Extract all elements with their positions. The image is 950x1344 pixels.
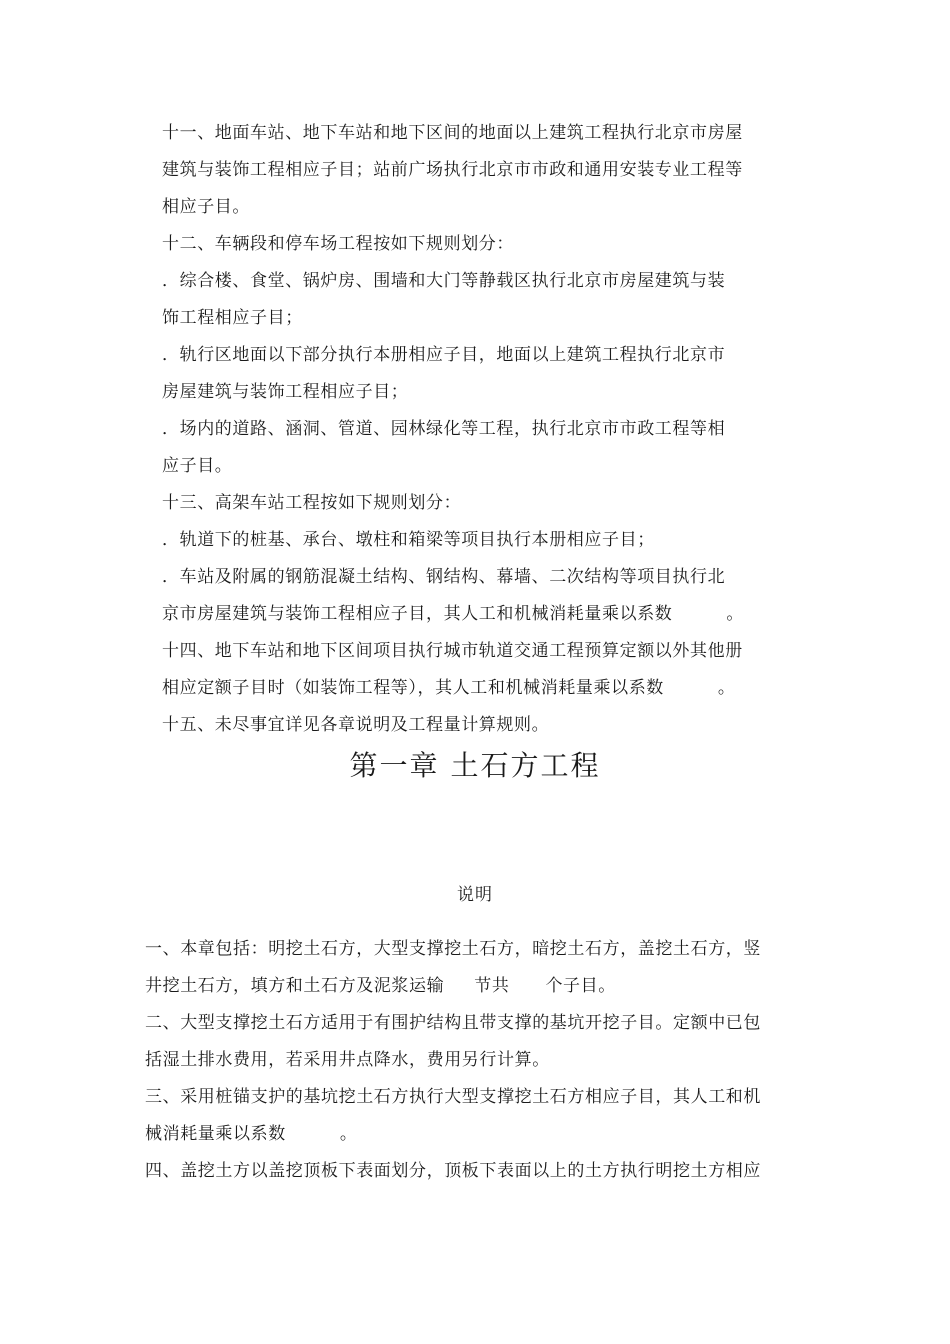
paragraph-line: 建筑与装饰工程相应子目；站前广场执行北京市市政和通用安装专业工程等 [162,160,743,180]
paragraph-line: 一、本章包括：明挖土石方，大型支撑挖土石方，暗挖土石方，盖挖土石方，竖 [145,939,761,959]
section-heading: 说明 [457,885,493,905]
paragraph-line: 械消耗量乘以系数 。 [145,1124,358,1144]
paragraph-line: ．场内的道路、涵洞、管道、园林绿化等工程，执行北京市市政工程等相 [162,419,726,439]
paragraph-line: ．轨行区地面以下部分执行本册相应子目，地面以上建筑工程执行北京市 [162,345,726,365]
paragraph-line: 饰工程相应子目； [162,308,303,328]
paragraph-line: 应子目。 [162,456,233,476]
paragraph-line: 相应子目。 [162,197,250,217]
paragraph-line: 房屋建筑与装饰工程相应子目； [162,382,409,402]
paragraph-line: 井挖土石方，填方和土石方及泥浆运输 节共 个子目。 [145,976,616,996]
paragraph-line: 十五、未尽事宜详见各章说明及工程量计算规则。 [162,715,550,735]
paragraph-line: 三、采用桩锚支护的基坑挖土石方执行大型支撑挖土石方相应子目，其人工和机 [145,1087,761,1107]
paragraph-line: ．轨道下的桩基、承台、墩柱和箱梁等项目执行本册相应子目； [162,530,655,550]
paragraph-line: 十二、车辆段和停车场工程按如下规则划分： [162,234,514,254]
paragraph-line: 括湿土排水费用，若采用井点降水，费用另行计算。 [145,1050,550,1070]
paragraph-line: 京市房屋建筑与装饰工程相应子目，其人工和机械消耗量乘以系数 。 [162,604,745,624]
paragraph-line: 十一、地面车站、地下车站和地下区间的地面以上建筑工程执行北京市房屋 [162,123,743,143]
paragraph-line: 相应定额子目时（如装饰工程等），其人工和机械消耗量乘以系数 。 [162,678,736,698]
paragraph-line: ．综合楼、食堂、锅炉房、围墙和大门等静载区执行北京市房屋建筑与装 [162,271,726,291]
paragraph-line: 四、盖挖土方以盖挖顶板下表面划分，顶板下表面以上的土方执行明挖土方相应 [145,1161,761,1181]
chapter-title: 第一章 土石方工程 [349,749,601,782]
paragraph-line: 十三、高架车站工程按如下规则划分： [162,493,462,513]
paragraph-line: 二、大型支撑挖土石方适用于有围护结构且带支撑的基坑开挖子目。定额中已包 [145,1013,761,1033]
paragraph-line: 十四、地下车站和地下区间项目执行城市轨道交通工程预算定额以外其他册 [162,641,743,661]
paragraph-line: ．车站及附属的钢筋混凝土结构、钢结构、幕墙、二次结构等项目执行北 [162,567,726,587]
